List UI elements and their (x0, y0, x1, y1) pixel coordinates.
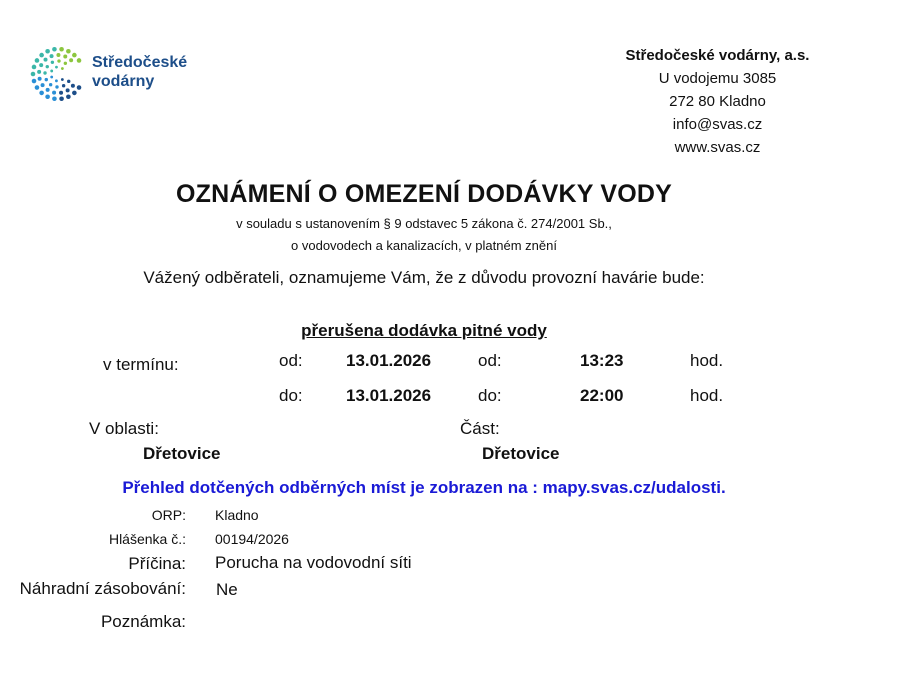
logo-line1: Středočeské (92, 54, 188, 71)
part-value: Dřetovice (482, 444, 560, 463)
logo-dot (45, 94, 50, 99)
logo-dot (45, 78, 48, 81)
logo-dot (69, 58, 73, 62)
logo-dot (77, 85, 82, 90)
from-date: 13.01.2026 (346, 351, 432, 370)
logo-dot (59, 91, 63, 95)
logo-dot (39, 91, 44, 96)
notice-subtitle-2: o vodovodech a kanalizacích, v platném znění (291, 238, 557, 253)
logo-dot (43, 71, 46, 74)
logo-dots-icon (30, 46, 88, 102)
logo-dot (71, 84, 75, 88)
logo-text (92, 53, 187, 91)
logo-dot (55, 85, 58, 88)
logo-dot (50, 70, 53, 73)
from-time: 13:23 (580, 351, 624, 370)
logo-dot (51, 61, 54, 64)
logo-dot (57, 59, 60, 62)
area-value: Dřetovice (143, 444, 221, 463)
logo-dot (46, 65, 49, 68)
logo-dot (52, 96, 57, 101)
notice-subtitle-1: v souladu s ustanovením § 9 odstavec 5 zákona č. 274/2001 Sb., (236, 216, 612, 231)
to-time-label: do: (478, 386, 502, 405)
cause-label: Příčina: (128, 554, 186, 573)
to-time: 22:00 (580, 386, 624, 405)
logo-dot (44, 58, 48, 62)
logo-dot (66, 88, 70, 92)
company-city: 272 80 Kladno (669, 93, 766, 110)
logo-dot (63, 54, 67, 58)
logo-dot (50, 54, 54, 58)
logo-dot (35, 85, 40, 90)
logo-dot (67, 80, 70, 83)
logo-dot (39, 53, 44, 58)
logo-dot (37, 70, 41, 74)
company-street: U vodojemu 3085 (658, 70, 777, 87)
logo-dot (31, 72, 36, 77)
to-date: 13.01.2026 (346, 386, 432, 405)
report-value: 00194/2026 (215, 531, 289, 547)
logo-dot (55, 79, 58, 82)
logo-dot (46, 88, 50, 92)
to-date-label: do: (279, 386, 303, 405)
logo-dot (77, 58, 82, 63)
to-unit: hod. (690, 386, 724, 405)
logo-dot (66, 49, 71, 54)
company-web[interactable]: www.svas.cz (674, 139, 761, 156)
logo-dot (59, 47, 64, 52)
logo-dot (39, 63, 43, 67)
company-email[interactable]: info@svas.cz (672, 116, 763, 133)
from-unit: hod. (690, 351, 724, 370)
logo-dot (38, 77, 42, 81)
logo-dot (66, 94, 71, 99)
term-label: v termínu: (103, 355, 179, 374)
notice-title: OZNÁMENÍ O OMEZENÍ DODÁVKY VODY (175, 180, 673, 208)
logo-dot (55, 66, 58, 69)
notice-intro: Vážený odběrateli, oznamujeme Vám, že z důvodu provozní havárie bude: (143, 268, 705, 287)
cause-value: Porucha na vodovodní síti (215, 553, 412, 572)
part-label: Část: (460, 419, 500, 438)
logo-dot (35, 58, 40, 63)
logo-dot (64, 62, 67, 65)
logo-dot (56, 53, 60, 57)
orp-label: ORP: (151, 507, 186, 523)
logo-dot (59, 96, 64, 101)
interruption-heading: přerušena dodávka pitné vody (301, 321, 547, 340)
logo-dot (62, 84, 65, 87)
orp-value: Kladno (215, 507, 259, 523)
logo-dot (32, 79, 37, 84)
from-time-label: od: (478, 351, 502, 370)
logo-dot (52, 47, 57, 52)
area-label: V oblasti: (89, 419, 159, 438)
logo-dot (52, 91, 56, 95)
note-label: Poznámka: (100, 612, 186, 631)
logo-dot (41, 83, 45, 87)
logo-dot (32, 65, 37, 70)
company-name: Středočeské vodárny, a.s. (625, 47, 810, 64)
logo-line2: vodárny (92, 73, 155, 90)
logo-dot (49, 83, 52, 86)
logo-dot (72, 53, 77, 58)
report-label: Hlášenka č.: (108, 531, 186, 547)
from-date-label: od: (279, 351, 303, 370)
supply-label: Náhradní zásobování: (19, 579, 186, 598)
logo-dot (45, 49, 50, 54)
logo-dot (72, 91, 77, 96)
supply-value: Ne (216, 580, 238, 599)
affected-points-link[interactable]: Přehled dotčených odběrných míst je zobrazen na : mapy.svas.cz/udalosti. (122, 478, 726, 497)
company-address (590, 44, 845, 159)
logo-dot (61, 67, 64, 70)
logo-dot (61, 78, 64, 81)
logo-dot (50, 76, 53, 79)
company-logo (30, 46, 200, 102)
